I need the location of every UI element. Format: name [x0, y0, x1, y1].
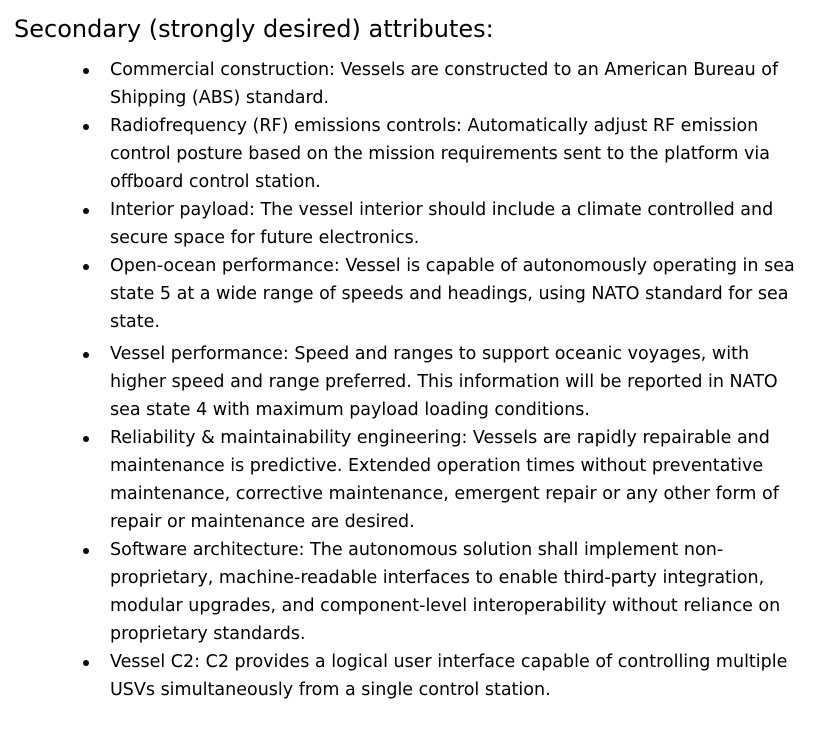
bullet-icon [83, 264, 89, 270]
bullet-icon [83, 124, 89, 130]
list-item-vessel-c2 [110, 648, 810, 704]
list-item-open-ocean-performance [110, 252, 810, 336]
list-item-commercial-construction [110, 56, 810, 112]
bullet-icon [83, 208, 89, 214]
attributes-list [110, 56, 810, 704]
list-item-text: Vessel performance: Speed and ranges to support oceanic voyages, with higher speed and range preferred. This information will be reported in NATO sea state 4 with maximum payload loading conditions. [110, 344, 778, 420]
list-item-text: Radiofrequency (RF) emissions controls: Automatically adjust RF emission control posture based on the mission requirements sent to the platform via offboard control station. [110, 116, 770, 192]
bullet-icon [83, 352, 89, 358]
bullet-icon [83, 436, 89, 442]
list-item-reliability-maintainability [110, 424, 810, 536]
list-item-interior-payload [110, 196, 810, 252]
list-item-text: Open-ocean performance: Vessel is capable of autonomously operating in sea state 5 at a wide range of speeds and headings, using NATO standard for sea state. [110, 256, 795, 332]
section-heading: Secondary (strongly desired) attributes: [14, 15, 494, 43]
list-item-software-architecture [110, 536, 810, 648]
list-item-text: Reliability & maintainability engineering: Vessels are rapidly repairable and maintenance is predictive. Extended operation times without preventative maintenance, corrective maintenance, emergent repair or any other form of repair or maintenance are desired. [110, 428, 779, 532]
bullet-icon [83, 68, 89, 74]
list-item-text: Vessel C2: C2 provides a logical user interface capable of controlling multiple USVs simultaneously from a single control station. [110, 652, 788, 700]
list-item-vessel-performance [110, 340, 810, 424]
bullet-icon [83, 660, 89, 666]
list-item-text: Software architecture: The autonomous solution shall implement non-proprietary, machine-readable interfaces to enable third-party integration, modular upgrades, and component-level interoperability without reliance on proprietary standards. [110, 540, 781, 644]
list-item-text: Interior payload: The vessel interior should include a climate controlled and secure space for future electronics. [110, 200, 774, 248]
bullet-icon [83, 548, 89, 554]
list-item-text: Commercial construction: Vessels are constructed to an American Bureau of Shipping (ABS) standard. [110, 60, 779, 108]
list-item-rf-emissions-controls [110, 112, 810, 196]
